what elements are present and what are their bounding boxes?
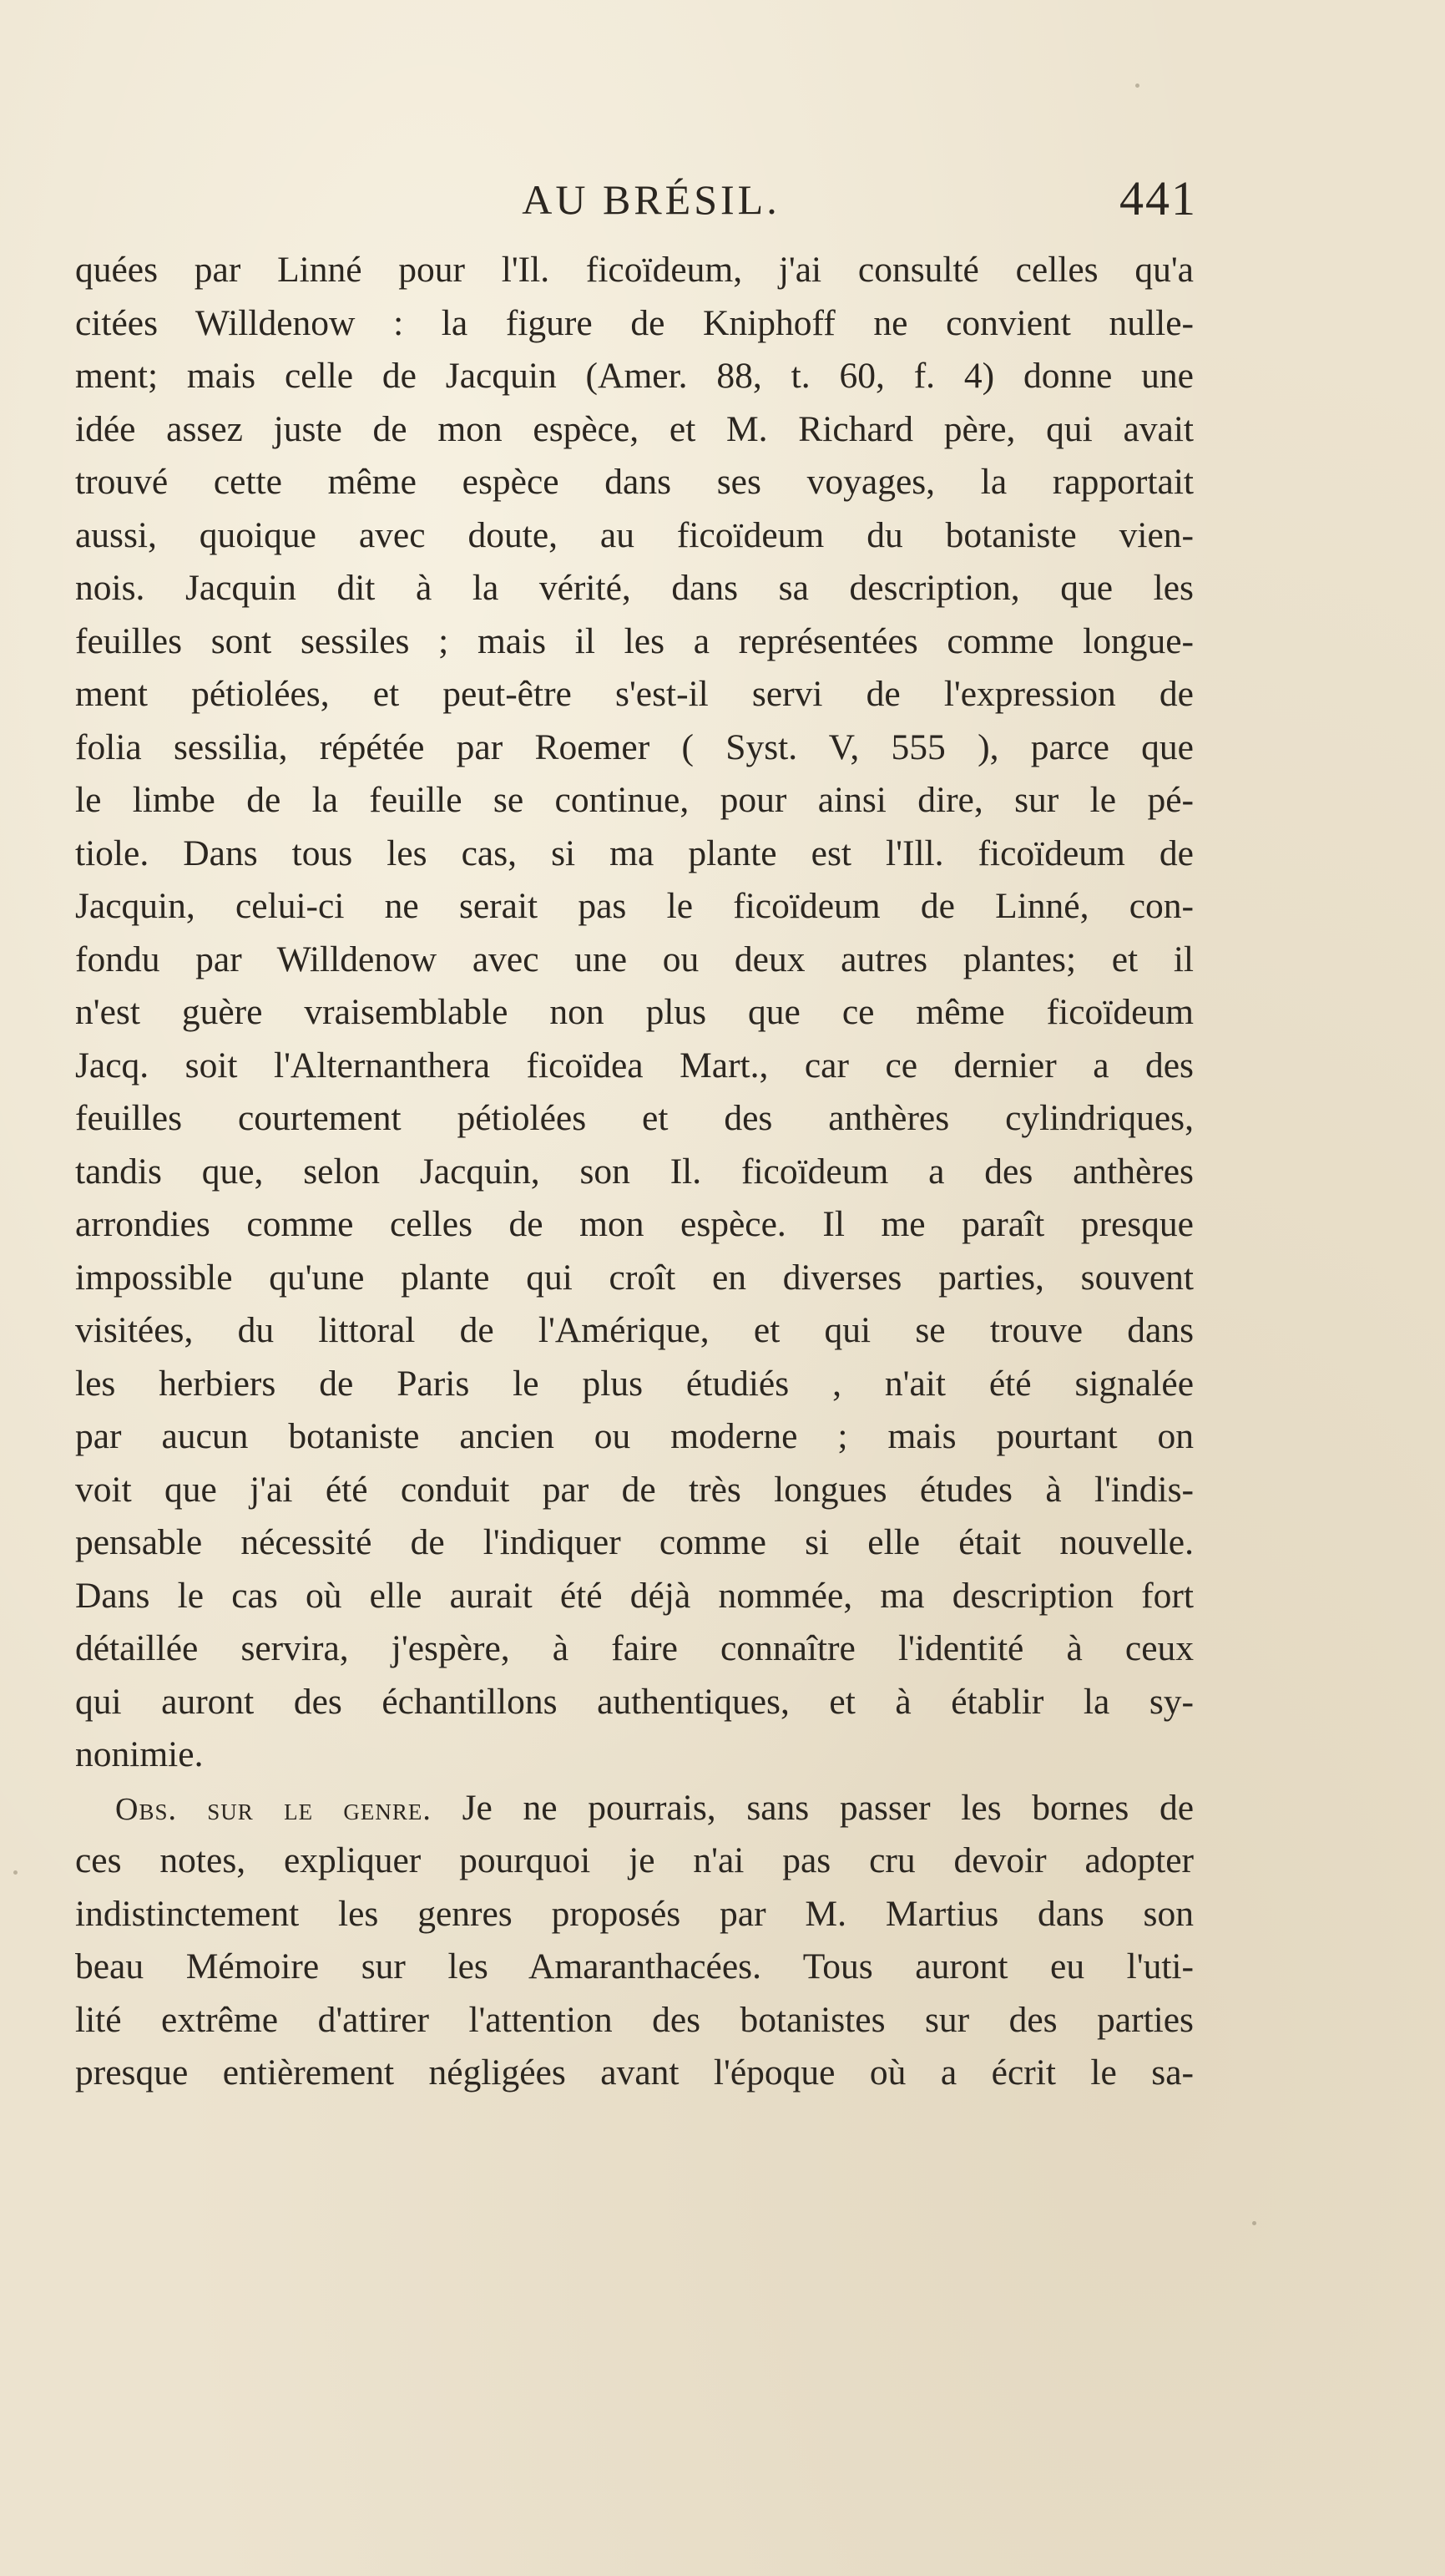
text-line: pensable nécessité de l'indiquer comme si elle était nouvelle. xyxy=(75,1522,1194,1562)
text-fragment: Je ne pourrais, sans passer les bornes de xyxy=(462,1787,1194,1828)
body-text xyxy=(75,244,1194,2100)
running-title: AU BRÉSIL. xyxy=(522,176,781,223)
text-line: folia sessilia, répétée par Roemer ( Syst. V, 555 ), parce que xyxy=(75,726,1194,767)
text-line: tiole. Dans tous les cas, si ma plante est l'Ill. ficoïdeum de xyxy=(75,833,1194,873)
paper-speck xyxy=(1252,2221,1256,2225)
page-header xyxy=(75,159,1197,235)
text-line: les herbiers de Paris le plus étudiés , n'ait été signalée xyxy=(75,1363,1194,1404)
text-line: lité extrême d'attirer l'attention des botanistes sur des parties xyxy=(75,1999,1194,2040)
text-line: voit que j'ai été conduit par de très longues études à l'indis- xyxy=(75,1469,1194,1510)
text-line: tandis que, selon Jacquin, son Il. ficoïdeum a des anthères xyxy=(75,1151,1194,1192)
text-line: citées Willdenow : la figure de Kniphoff ne convient nulle- xyxy=(75,302,1194,343)
text-line: par aucun botaniste ancien ou moderne ; mais pourtant on xyxy=(75,1416,1194,1456)
text-line: visitées, du littoral de l'Amérique, et qui se trouve dans xyxy=(75,1310,1194,1350)
text-line: fondu par Willdenow avec une ou deux autres plantes; et il xyxy=(75,939,1194,979)
text-line: aussi, quoique avec doute, au ficoïdeum du botaniste vien- xyxy=(75,514,1194,555)
text-line: indistinctement les genres proposés par M. Martius dans son xyxy=(75,1893,1194,1934)
text-line: nonimie. xyxy=(75,1734,204,1774)
text-line: Dans le cas où elle aurait été déjà nommée, ma description fort xyxy=(75,1575,1194,1616)
section-lead: Obs. sur le genre. xyxy=(115,1791,432,1827)
text-line: presque entièrement négligées avant l'époque où a écrit le sa- xyxy=(75,2052,1194,2093)
text-line xyxy=(75,1782,1194,1835)
text-line: ment pétiolées, et peut-être s'est-il servi de l'expression de xyxy=(75,674,1194,714)
text-line: Jacquin, celui-ci ne serait pas le ficoïdeum de Linné, con- xyxy=(75,886,1194,926)
paper-speck xyxy=(1135,84,1139,88)
text-line: trouvé cette même espèce dans ses voyages, la rapportait xyxy=(75,462,1194,502)
text-line: idée assez juste de mon espèce, et M. Richard père, qui avait xyxy=(75,408,1194,449)
text-line: arrondies comme celles de mon espèce. Il me paraît presque xyxy=(75,1204,1194,1244)
text-line: impossible qu'une plante qui croît en diverses parties, souvent xyxy=(75,1257,1194,1298)
text-line: qui auront des échantillons authentiques, et à établir la sy- xyxy=(75,1681,1194,1722)
paragraph-1 xyxy=(75,244,1194,1782)
text-line: quées par Linné pour l'Il. ficoïdeum, j'ai consulté celles qu'a xyxy=(75,250,1194,290)
text-line: le limbe de la feuille se continue, pour ainsi dire, sur le pé- xyxy=(75,780,1194,820)
text-line: ces notes, expliquer pourquoi je n'ai pas cru devoir adopter xyxy=(75,1840,1194,1880)
paragraph-2 xyxy=(75,1782,1194,2100)
text-line: ment; mais celle de Jacquin (Amer. 88, t. 60, f. 4) donne une xyxy=(75,356,1194,396)
book-page xyxy=(75,159,1197,2100)
text-line: n'est guère vraisemblable non plus que ce même ficoïdeum xyxy=(75,992,1194,1032)
text-line: nois. Jacquin dit à la vérité, dans sa description, que les xyxy=(75,568,1194,608)
page-number: 441 xyxy=(1119,171,1197,225)
text-line: beau Mémoire sur les Amaranthacées. Tous auront eu l'uti- xyxy=(75,1946,1194,1986)
text-line: feuilles sont sessiles ; mais il les a représentées comme longue- xyxy=(75,620,1194,661)
paper-speck xyxy=(13,1870,18,1875)
text-line: feuilles courtement pétiolées et des anthères cylindriques, xyxy=(75,1098,1194,1138)
text-line: détaillée servira, j'espère, à faire connaître l'identité à ceux xyxy=(75,1628,1194,1668)
text-line: Jacq. soit l'Alternanthera ficoïdea Mart., car ce dernier a des xyxy=(75,1045,1194,1086)
